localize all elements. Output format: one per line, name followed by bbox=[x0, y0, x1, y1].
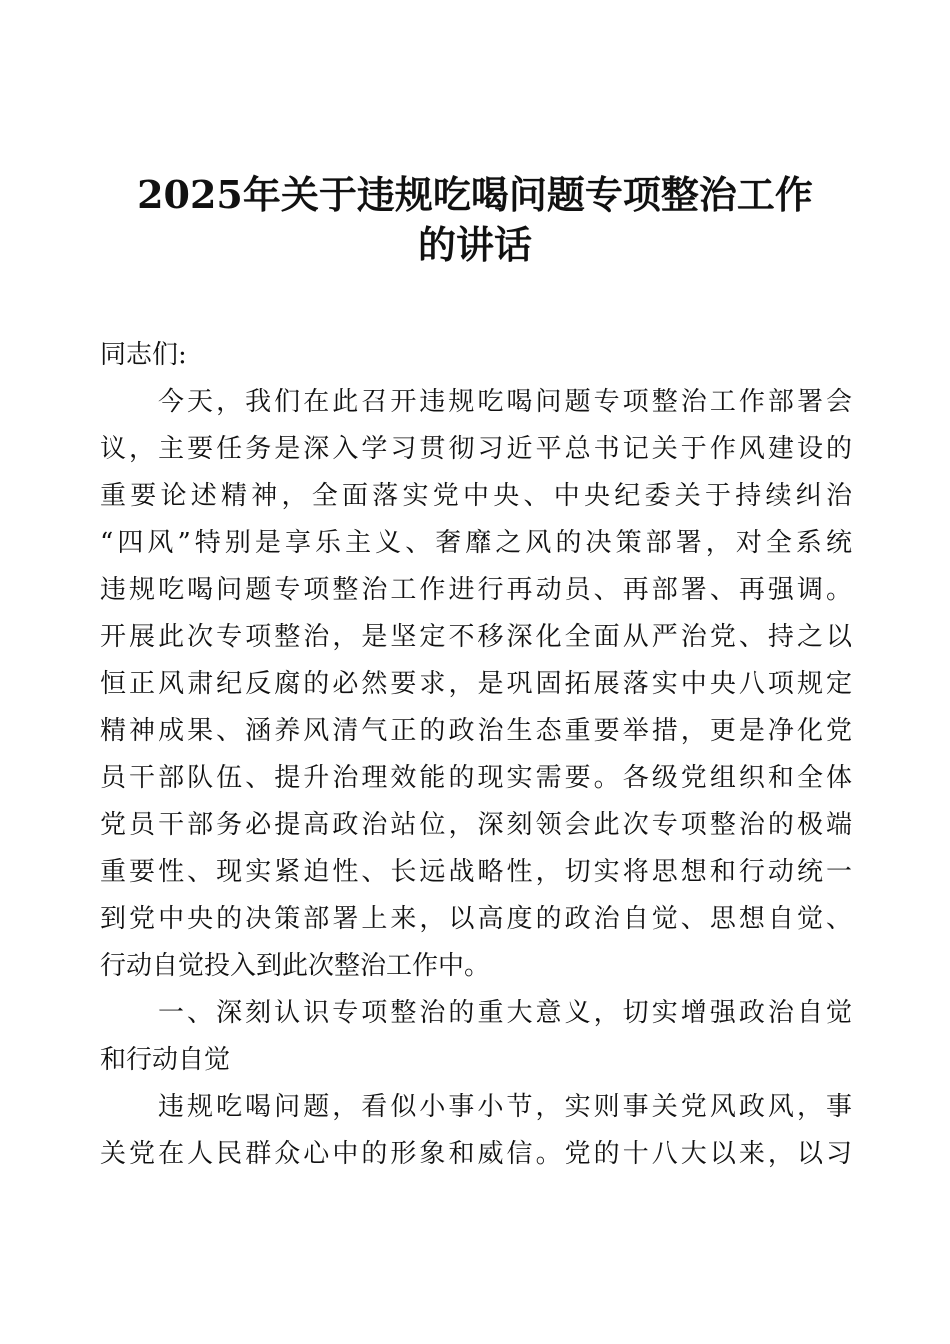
body-line: 恒正风肃纪反腐的必然要求，是巩固拓展落实中央八项规定 bbox=[100, 669, 852, 699]
body-line: 违规吃喝问题专项整治工作进行再动员、再部署、再强调。 bbox=[100, 575, 852, 605]
document-title bbox=[100, 170, 850, 270]
body-line: 同志们: bbox=[100, 340, 187, 370]
body-line: 和行动自觉 bbox=[100, 1045, 231, 1075]
body-line: 员干部队伍、提升治理效能的现实需要。各级党组织和全体 bbox=[100, 763, 852, 793]
document-body bbox=[100, 332, 852, 1178]
body-line: 行动自觉投入到此次整治工作中。 bbox=[100, 951, 491, 981]
body-line: 开展此次专项整治，是坚定不移深化全面从严治党、持之以 bbox=[100, 622, 852, 652]
body-line: 违规吃喝问题，看似小事小节，实则事关党风政风，事 bbox=[158, 1092, 852, 1122]
body-line: 关党在人民群众心中的形象和威信。党的十八大以来，以习 bbox=[100, 1139, 852, 1169]
body-line: 到党中央的决策部署上来，以高度的政治自觉、思想自觉、 bbox=[100, 904, 852, 934]
body-line: “四风”特别是享乐主义、奢靡之风的决策部署，对全系统 bbox=[100, 528, 852, 558]
body-line: 重要性、现实紧迫性、长远战略性，切实将思想和行动统一 bbox=[100, 857, 852, 887]
body-line: 议，主要任务是深入学习贯彻习近平总书记关于作风建设的 bbox=[100, 434, 852, 464]
body-line: 党员干部务必提高政治站位，深刻领会此次专项整治的极端 bbox=[100, 810, 852, 840]
body-line: 精神成果、涵养风清气正的政治生态重要举措，更是净化党 bbox=[100, 716, 852, 746]
body-line: 重要论述精神，全面落实党中央、中央纪委关于持续纠治 bbox=[100, 481, 852, 511]
body-line: 一、深刻认识专项整治的重大意义，切实增强政治自觉 bbox=[158, 998, 852, 1028]
title-line-2: 的讲话 bbox=[417, 222, 532, 267]
body-line: 今天，我们在此召开违规吃喝问题专项整治工作部署会 bbox=[158, 387, 852, 417]
title-line-1: 2025年关于违规吃喝问题专项整治工作 bbox=[137, 172, 813, 217]
